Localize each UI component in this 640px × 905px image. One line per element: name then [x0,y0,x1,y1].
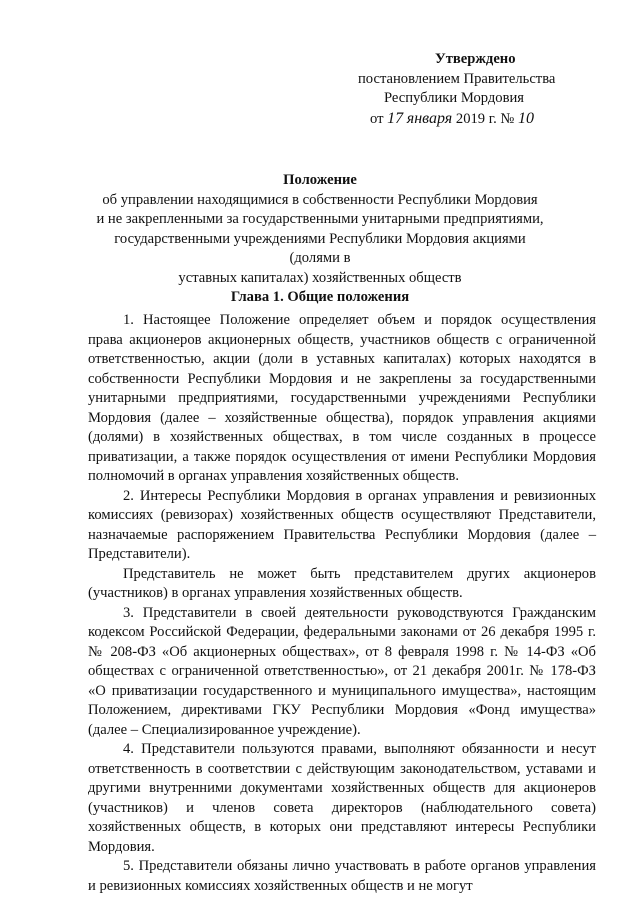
approval-line-2: Республики Мордовия [384,90,525,106]
approval-month: января [406,109,453,127]
document-subtitle-line: уставных капиталах) хозяйственных обществ [178,269,462,286]
paragraph: 1. Настоящее Положение определяет объем и порядок осуществления права акционеров акционерных обществ, участников обществ с ограниченной ответственностью, акции (доли в уставных капиталах) которых находятся в собственности Республики Мордовия и не закреплены за государственными унитарными предприятиями, государственными учреждениями Республики Мордовия (далее – хозяйственные общества), порядок управления акциями (долями) в хозяйственных обществах, в том числе созданных в процессе приватизации, а также порядок осуществления от имени Республики Мордовия полномочий в органах управления хозяйственных обществ. [88,312,596,484]
approval-line-1: постановлением Правительства [358,70,556,87]
document-heading: Положение [283,172,357,188]
approval-title: Утверждено [435,51,516,67]
approval-year: 2019 г. № [455,110,515,127]
paragraph: 4. Представители пользуются правами, выполняют обязанности и несут ответственность в соответствии с действующим законодательством, уставами и другими внутренними документами хозяйственных обществ для акционеров (участников) и членов совета директоров (наблюдательного совета) хозяйственных обществ, в которых они представляют интересы Республики Мордовия. [88,741,596,855]
document-subtitle-line: об управлении находящимися в собственности Республики Мордовия [102,191,538,208]
document-subtitle-line: государственными учреждениями Республики Мордовия акциями (долями в [114,230,526,266]
paragraph: 3. Представители в своей деятельности руководствуются Гражданским кодексом Российской Федерации, федеральными законами от 26 декабря 1995 г. № 208-ФЗ «Об акционерных обществах», от 8 февраля 1998 г. № 14-ФЗ «Об обществах с ограниченной ответственностью», от 21 декабря 2001г. № 178-ФЗ «О приватизации государственного и муниципального имущества», настоящим Положением, директивами ГКУ Республики Мордовия «Фонд имущества» (далее – Специализированное учреждение). [88,604,596,738]
chapter-title: Глава 1. Общие положения [230,289,410,305]
document-subtitle-line: и не закрепленными за государственными унитарными предприятиями, [96,211,544,227]
approval-day: 17 [387,109,404,127]
approval-number: 10 [517,109,534,127]
approval-stamp [352,50,582,129]
approval-date-line [352,109,582,130]
approval-date-prefix: от [370,110,384,127]
document-title-block [88,171,552,288]
document-body [88,311,596,896]
paragraph: Представитель не может быть представителем других акционеров (участников) в органах управления хозяйственных обществ. [88,565,596,601]
paragraph: 2. Интересы Республики Мордовия в органах управления и ревизионных комиссиях (ревизорах) хозяйственных обществ осуществляют Представители, назначаемые распоряжением Правительства Республики Мордовия (далее – Представители). [88,487,596,562]
paragraph: 5. Представители обязаны лично участвовать в работе органов управления и ревизионных комиссиях хозяйственных обществ и не могут [88,858,596,894]
